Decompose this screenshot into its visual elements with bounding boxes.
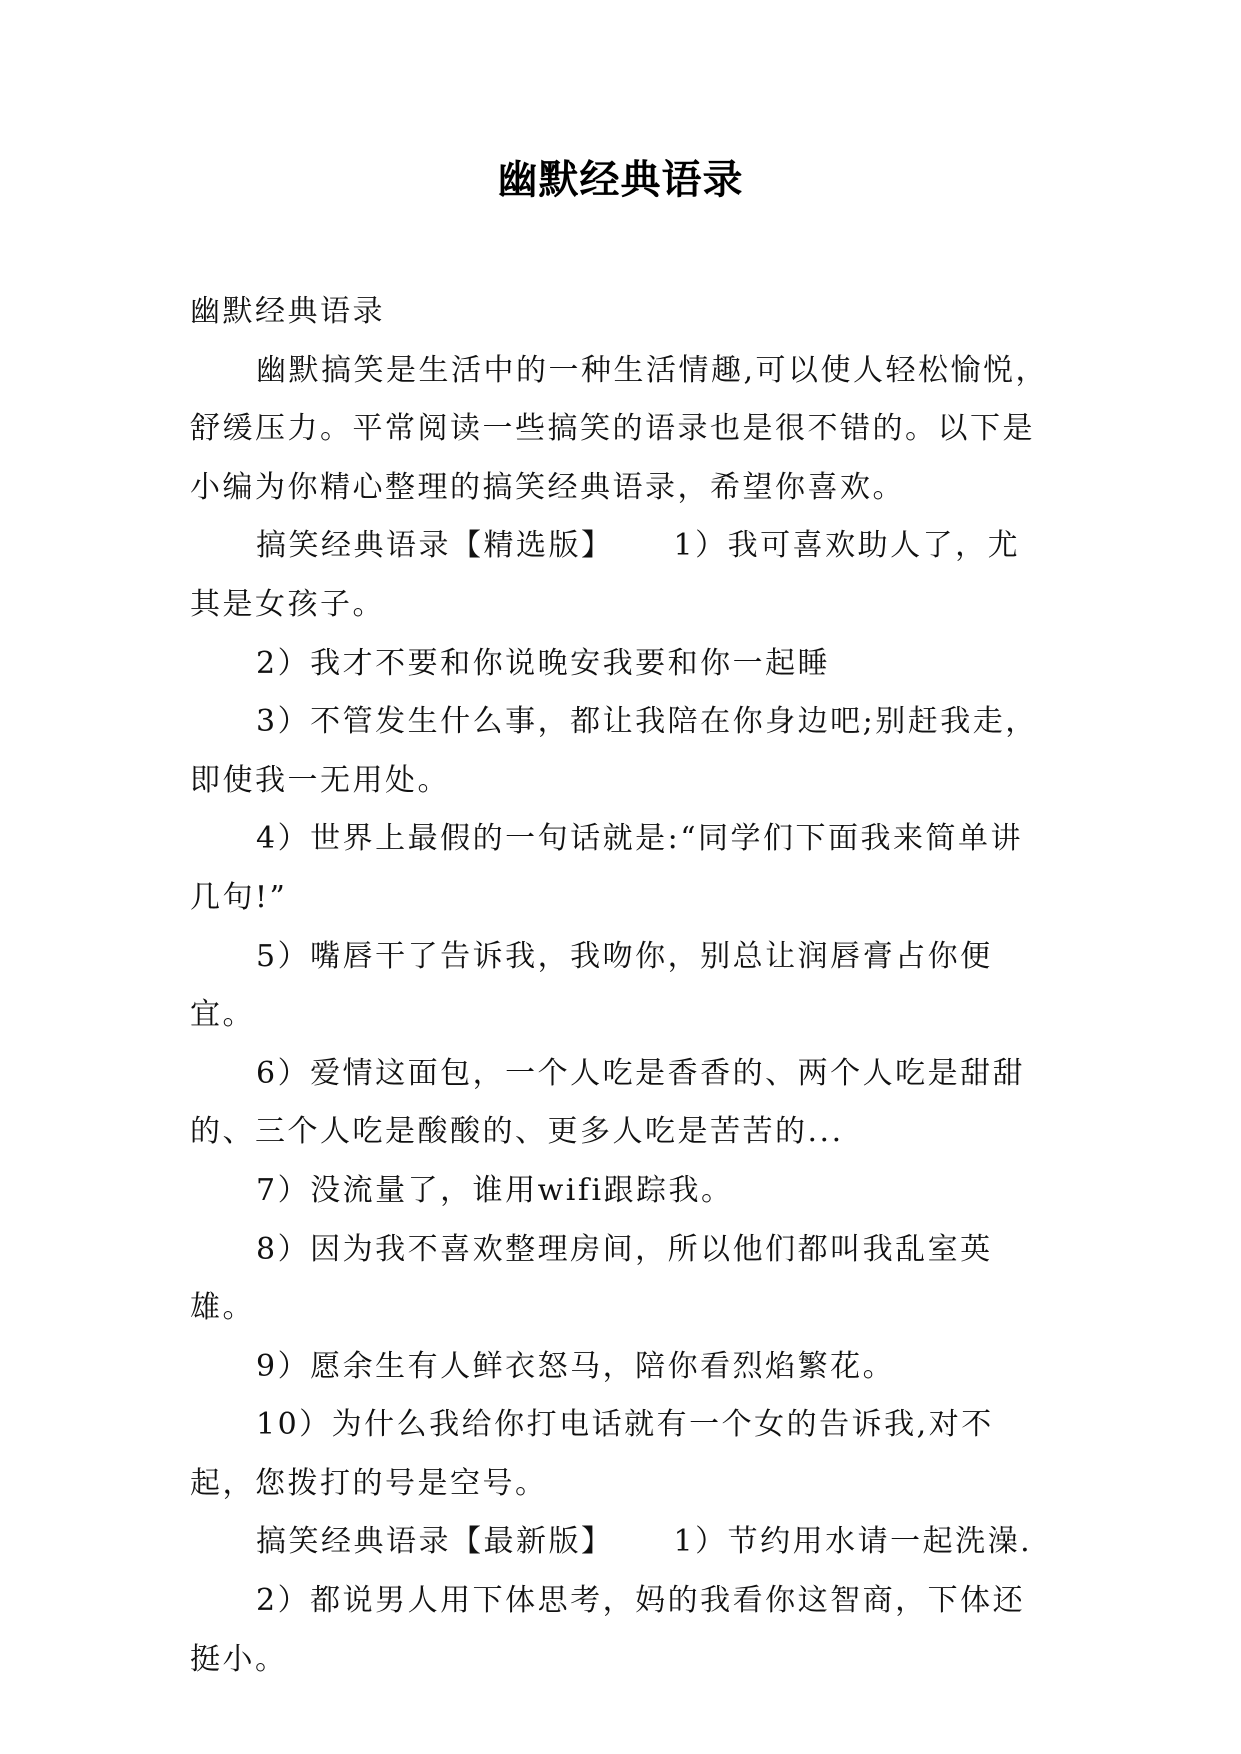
section1-item-1: 1）我可喜欢助人了，尤其是女孩子。 bbox=[190, 528, 1021, 622]
section1-item-10: 10）为什么我给你打电话就有一个女的告诉我,对不起，您拨打的号是空号。 bbox=[190, 1407, 994, 1501]
section1-item-5: 5）嘴唇干了告诉我，我吻你，别总让润唇膏占你便宜。 bbox=[190, 938, 993, 1033]
document-body bbox=[190, 283, 1050, 1689]
section1-item-6: 6）爱情这面包，一个人吃是香香的、两个人吃是甜甜的、三个人吃是酸酸的、更多人吃是苦苦的... bbox=[190, 1055, 1026, 1150]
section1-item-3: 3）不管发生什么事，都让我陪在你身边吧;别赶我走，即使我一无用处。 bbox=[190, 704, 1038, 798]
section1-item-7: 7）没流量了，谁用wifi跟踪我。 bbox=[256, 1172, 734, 1208]
section1-heading: 搞笑经典语录【精选版】 bbox=[256, 528, 614, 564]
section1-item-9: 9）愿余生有人鲜衣怒马，陪你看烈焰繁花。 bbox=[256, 1348, 896, 1384]
section2-heading: 搞笑经典语录【最新版】 bbox=[256, 1524, 614, 1560]
section2-item-1: 1）节约用水请一起洗澡. bbox=[673, 1524, 1033, 1560]
section1-item-4: 4）世界上最假的一句话就是:“同学们下面我来简单讲几句!” bbox=[190, 821, 1024, 915]
section1-first-line bbox=[190, 517, 1050, 634]
intro-paragraph: 幽默搞笑是生活中的一种生活情趣,可以使人轻松愉悦，舒缓压力。平常阅读一些搞笑的语录也是很不错的。以下是小编为你精心整理的搞笑经典语录，希望你喜欢。 bbox=[190, 352, 1049, 505]
section2-item-2: 2）都说男人用下体思考，妈的我看你这智商，下体还挺小。 bbox=[190, 1583, 1026, 1677]
section1-item-8: 8）因为我不喜欢整理房间，所以他们都叫我乱室英雄。 bbox=[190, 1231, 993, 1326]
subtitle: 幽默经典语录 bbox=[190, 294, 385, 329]
section1-item-2: 2）我才不要和你说晚安我要和你一起睡 bbox=[256, 645, 831, 681]
document-title: 幽默经典语录 bbox=[497, 156, 744, 203]
section2-first-line bbox=[190, 1513, 1050, 1572]
